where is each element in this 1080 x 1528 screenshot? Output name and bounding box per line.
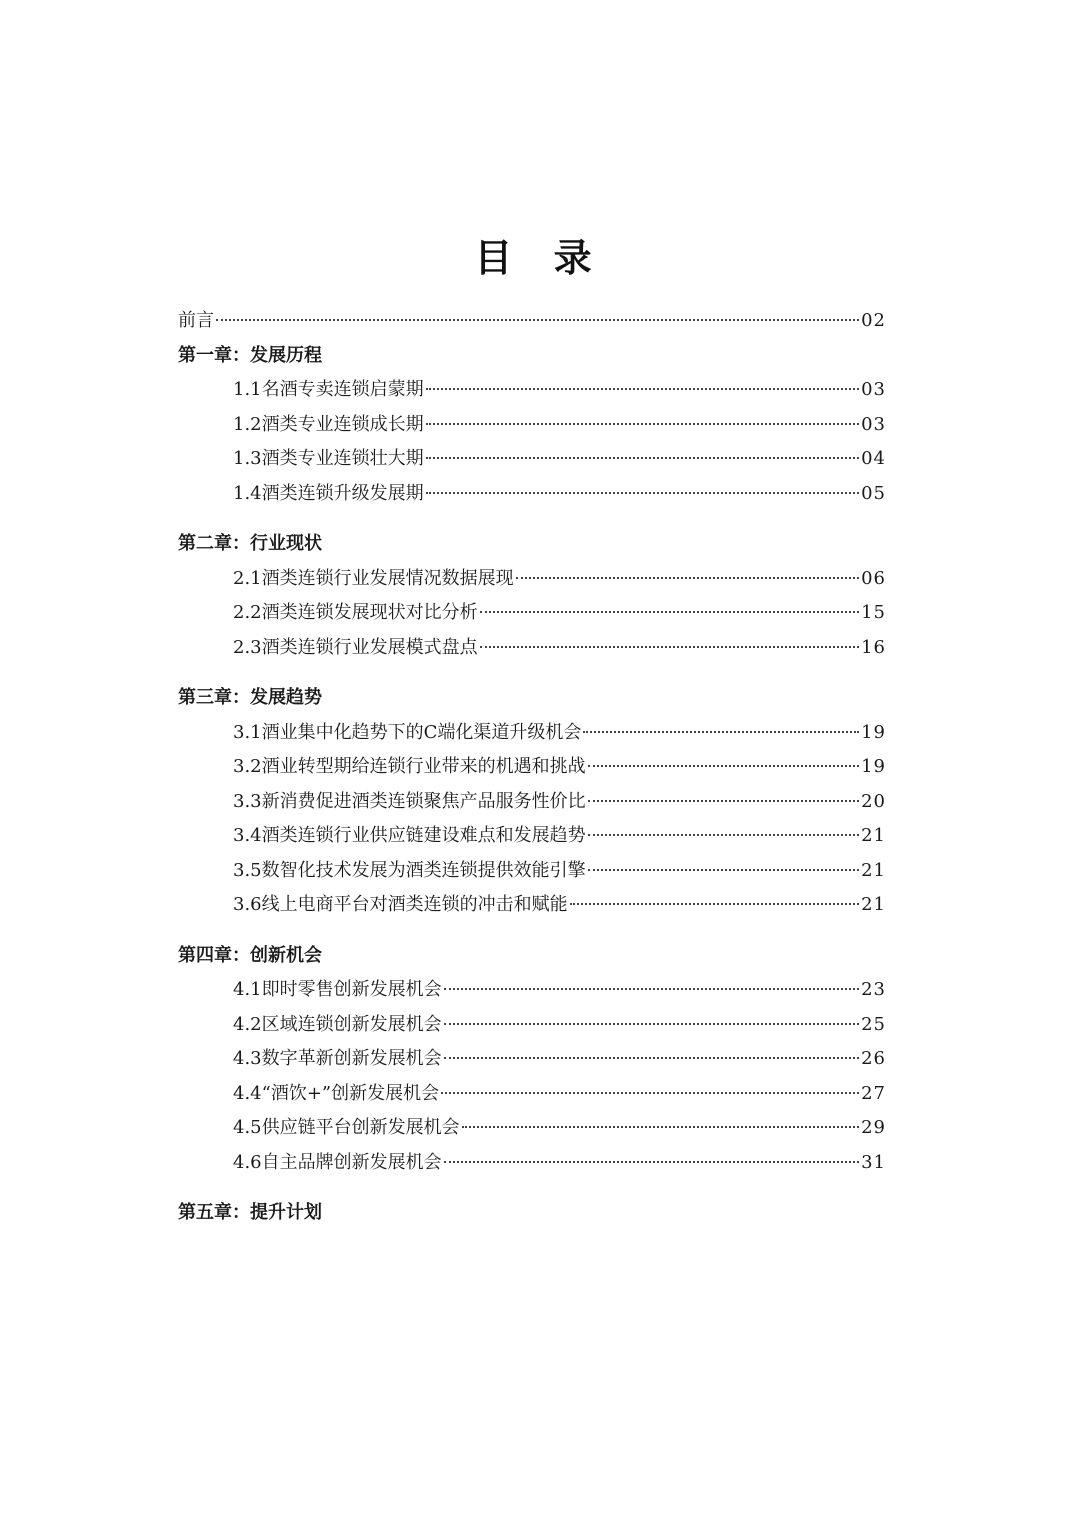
toc-entry[interactable] — [178, 975, 886, 1010]
toc-page-number: 16 — [861, 636, 886, 658]
toc-page-number: 05 — [861, 482, 886, 504]
chapter-heading-4[interactable] — [178, 941, 886, 976]
chapter-heading-5[interactable] — [178, 1198, 886, 1233]
toc-page-number: 23 — [861, 979, 886, 1000]
toc-entry[interactable] — [178, 479, 886, 514]
toc-entry-label: 1.1名酒专卖连锁启蒙期 — [233, 379, 424, 400]
toc-entry[interactable] — [178, 598, 886, 633]
toc-entry-label: 4.5供应链平台创新发展机会 — [233, 1117, 460, 1138]
toc-page-number: 26 — [861, 1048, 886, 1069]
dot-leader — [444, 988, 859, 990]
toc-entry-label: 4.2区域连锁创新发展机会 — [233, 1013, 442, 1035]
toc-entry[interactable] — [178, 1044, 886, 1079]
toc-page-number: 15 — [861, 602, 886, 623]
toc-entry-label: 2.1酒类连锁行业发展情况数据展现 — [233, 567, 514, 589]
toc-page-number: 27 — [861, 1082, 886, 1104]
toc-entry-label: 3.5数智化技术发展为酒类连锁提供效能引擎 — [233, 859, 586, 881]
toc-page-number: 03 — [861, 413, 886, 435]
dot-leader — [426, 423, 859, 425]
table-of-contents — [178, 306, 886, 1233]
toc-entry-label: 2.2酒类连锁发展现状对比分析 — [233, 602, 478, 623]
dot-leader — [588, 869, 859, 871]
toc-entry-label: 1.4酒类连锁升级发展期 — [233, 482, 424, 504]
chapter-heading-3[interactable] — [178, 683, 886, 718]
toc-entry-label: 4.1即时零售创新发展机会 — [233, 979, 442, 1000]
toc-page-number: 25 — [861, 1013, 886, 1035]
toc-entry[interactable] — [178, 633, 886, 668]
toc-entry[interactable] — [178, 444, 886, 479]
toc-entry-label: 1.3酒类专业连锁壮大期 — [233, 448, 424, 469]
toc-page-number: 19 — [861, 721, 886, 743]
toc-entry-label: 3.6线上电商平台对酒类连锁的冲击和赋能 — [233, 894, 568, 915]
toc-entry[interactable] — [178, 856, 886, 891]
toc-entry-label: 前言 — [178, 310, 214, 331]
dot-leader — [441, 1092, 859, 1094]
toc-entry-label: 3.2酒业转型期给连锁行业带来的机遇和挑战 — [233, 756, 586, 777]
toc-page-number: 20 — [861, 790, 886, 812]
toc-entry[interactable] — [178, 375, 886, 410]
dot-leader — [426, 388, 859, 390]
dot-leader — [426, 457, 859, 459]
dot-leader — [516, 577, 859, 579]
dot-leader — [444, 1161, 859, 1163]
toc-entry-label: 2.3酒类连锁行业发展模式盘点 — [233, 636, 478, 658]
dot-leader — [426, 492, 859, 494]
toc-entry[interactable] — [178, 890, 886, 925]
toc-entry-preface[interactable] — [178, 306, 886, 341]
toc-page-number: 21 — [861, 859, 886, 881]
dot-leader — [444, 1023, 859, 1025]
dot-leader — [480, 611, 859, 613]
dot-leader — [480, 646, 859, 648]
dot-leader — [588, 834, 859, 836]
dot-leader — [588, 765, 859, 767]
chapter-title: 第二章：行业现状 — [178, 533, 322, 554]
toc-entry-label: 3.1酒业集中化趋势下的C端化渠道升级机会 — [233, 721, 582, 743]
toc-page-number: 31 — [861, 1151, 886, 1173]
toc-entry-label: 4.6自主品牌创新发展机会 — [233, 1151, 442, 1173]
toc-page-number: 02 — [861, 310, 886, 331]
toc-entry-label: 3.3新消费促进酒类连锁聚焦产品服务性价比 — [233, 790, 586, 812]
toc-entry[interactable] — [178, 564, 886, 599]
toc-page-number: 29 — [861, 1117, 886, 1138]
toc-entry[interactable] — [178, 1079, 886, 1114]
toc-entry[interactable] — [178, 1010, 886, 1045]
dot-leader — [583, 731, 859, 733]
chapter-title: 第四章：创新机会 — [178, 944, 322, 966]
chapter-title: 第五章：提升计划 — [178, 1202, 322, 1223]
toc-entry-label: 4.4“酒饮+”创新发展机会 — [233, 1082, 440, 1104]
toc-page-number: 19 — [861, 756, 886, 777]
dot-leader — [588, 800, 859, 802]
toc-entry-label: 4.3数字革新创新发展机会 — [233, 1048, 442, 1069]
chapter-heading-2[interactable] — [178, 529, 886, 564]
toc-entry[interactable] — [178, 410, 886, 445]
dot-leader — [570, 903, 859, 905]
chapter-title: 第三章：发展趋势 — [178, 687, 322, 708]
toc-page-number: 03 — [861, 379, 886, 400]
dot-leader — [462, 1126, 859, 1128]
toc-entry-label: 3.4酒类连锁行业供应链建设难点和发展趋势 — [233, 825, 586, 846]
toc-entry[interactable] — [178, 1113, 886, 1148]
toc-entry[interactable] — [178, 787, 886, 822]
toc-entry[interactable] — [178, 752, 886, 787]
toc-entry-label: 1.2酒类专业连锁成长期 — [233, 413, 424, 435]
toc-page-number: 21 — [861, 894, 886, 915]
toc-page-number: 04 — [861, 448, 886, 469]
chapter-title: 第一章：发展历程 — [178, 344, 322, 366]
toc-entry[interactable] — [178, 821, 886, 856]
page-title: 目 录 — [474, 236, 606, 281]
toc-page-number: 06 — [861, 567, 886, 589]
toc-entry[interactable] — [178, 718, 886, 753]
chapter-heading-1[interactable] — [178, 341, 886, 376]
dot-leader — [444, 1057, 859, 1059]
dot-leader — [216, 319, 859, 321]
toc-page-number: 21 — [861, 825, 886, 846]
toc-entry[interactable] — [178, 1148, 886, 1183]
